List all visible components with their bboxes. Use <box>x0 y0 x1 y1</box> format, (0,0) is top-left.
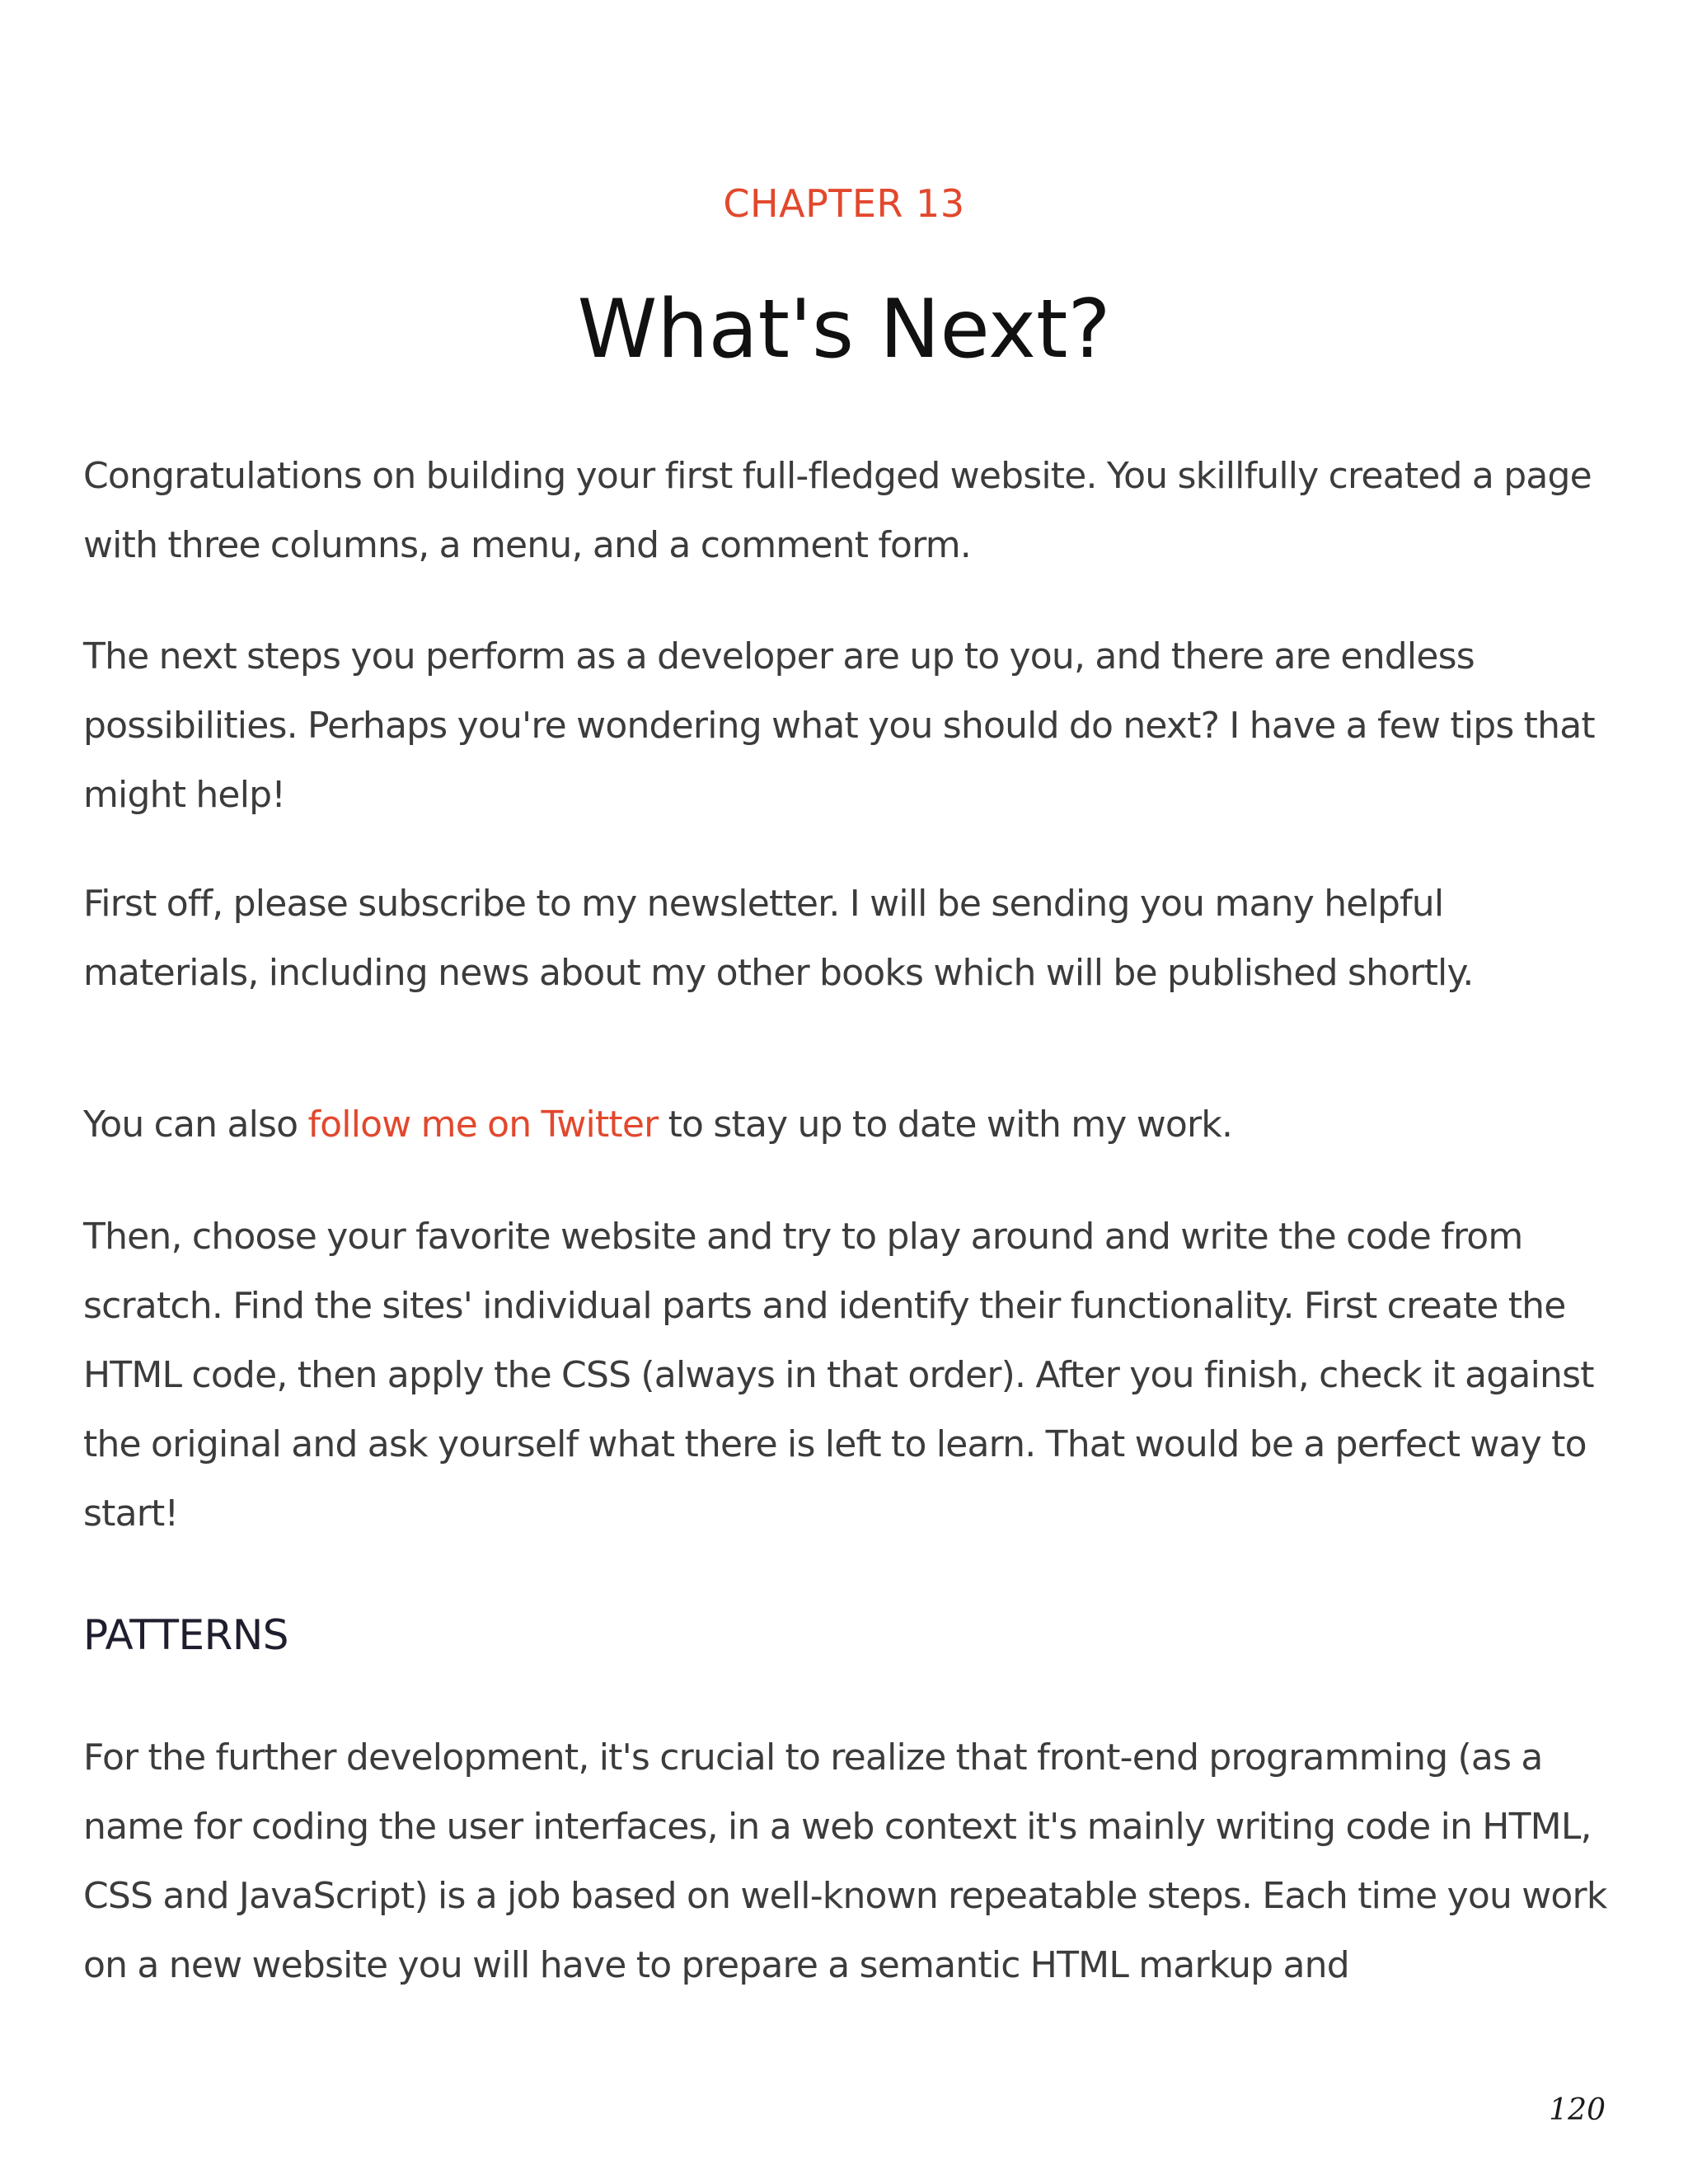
paragraph-text: First off, please subscribe to my newsletter. I will be sending you many helpful materials, including news about my other books which will be published shortly. <box>83 883 1474 994</box>
paragraph-favorite-website <box>83 1202 1616 1549</box>
paragraph-text: Then, choose your favorite website and try to play around and write the code from scratch. Find the sites' individual parts and identify their functionality. First create the HTML code, then apply the CSS (always in that order). After you finish, check it against the original and ask yourself what there is left to learn. That would be a perfect way to start! <box>83 1216 1594 1535</box>
paragraph-congratulations <box>83 442 1616 580</box>
chapter-label: CHAPTER 13 <box>723 181 965 226</box>
paragraph-next-steps <box>83 622 1616 830</box>
paragraph-text: The next steps you perform as a developer are up to you, and there are endless possibilities. Perhaps you're wondering what you should do next? I have a few tips that might help! <box>83 635 1595 816</box>
section-heading-patterns: PATTERNS <box>83 1611 288 1659</box>
paragraph-text <box>83 1090 1616 1160</box>
paragraph-newsletter <box>83 869 1616 1008</box>
paragraph-further-development <box>83 1723 1616 2000</box>
paragraph-text: For the further development, it's crucial to realize that front-end programming (as a name for coding the user interfaces, in a web context it's mainly writing code in HTML, CSS and JavaScript) is a job based on well-known repeatable steps. Each time you work on a new website you will have to prepare a semantic HTML markup and <box>83 1736 1607 1986</box>
twitter-link[interactable]: follow me on Twitter <box>307 1104 659 1146</box>
paragraph-twitter <box>83 1090 1616 1160</box>
paragraph-text-after-link: to stay up to date with my work. <box>658 1104 1233 1146</box>
chapter-title: What's Next? <box>577 283 1111 377</box>
page-number: 120 <box>1549 2093 1606 2127</box>
paragraph-text: Congratulations on building your first full-fledged website. You skillfully created a page with three columns, a menu, and a comment form. <box>83 455 1592 566</box>
paragraph-text-before-link: You can also <box>83 1104 308 1146</box>
